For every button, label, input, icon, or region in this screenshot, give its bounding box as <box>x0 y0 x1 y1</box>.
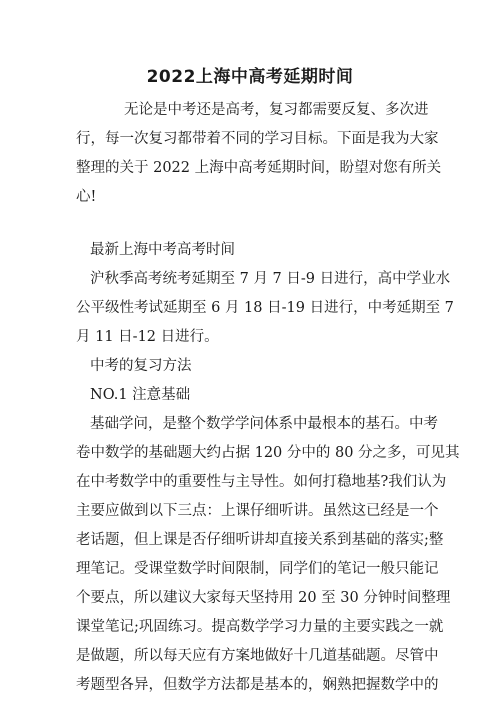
body-line: 老话题，但上课是否仔细听讲却直接关系到基础的落实;整 <box>76 532 444 548</box>
body-line: 卷中数学的基础题大约占据 120 分中的 80 分之多，可见其 <box>76 445 460 461</box>
body-line: 月 11 日-12 日进行。 <box>76 329 219 345</box>
body-line: 在中考数学中的重要性与主导性。如何打稳地基?我们认为 <box>76 474 447 490</box>
body-line: 主要应做到以下三点：上课仔细听讲。虽然这已经是一个 <box>76 503 439 519</box>
section-heading: 中考的复习方法 <box>90 358 192 374</box>
body-line: 沪秋季高考统考延期至 7 月 7 日-9 日进行，高中学业水 <box>90 271 451 287</box>
body-line: 是做题，所以每天应有方案地做好十几道基础题。尽管中 <box>76 648 439 664</box>
intro-line: 整理的关于 2022 上海中高考延期时间，盼望对您有所关 <box>76 160 442 176</box>
document-title: 2022上海中高考延期时间 <box>146 67 354 87</box>
body-line: 课堂笔记;巩固练习。提高数学学习力量的主要实践之一就 <box>76 619 444 635</box>
section-heading: 最新上海中考高考时间 <box>90 242 235 258</box>
intro-paragraph <box>76 96 442 212</box>
subsection-heading: NO.1 注意基础 <box>90 387 191 403</box>
body-content <box>76 236 460 700</box>
body-line: 考题型各异，但数学方法都是基本的，娴熟把握数学中的 <box>76 677 439 693</box>
body-line: 公平级性考试延期至 6 月 18 日-19 日进行，中考延期至 7 <box>76 300 454 316</box>
body-line: 理笔记。受课堂数学时间限制，同学们的笔记一般只能记 <box>76 561 439 577</box>
intro-line: 心! <box>76 189 97 205</box>
body-line: 个要点，所以建议大家每天坚持用 20 至 30 分钟时间整理 <box>76 590 451 606</box>
body-line: 基础学问，是整个数学学问体系中最根本的基石。中考 <box>90 416 438 432</box>
intro-line: 行，每一次复习都带着不同的学习目标。下面是我为大家 <box>76 131 439 147</box>
intro-line: 无论是中考还是高考，复习都需要反复、多次进 <box>124 102 429 118</box>
